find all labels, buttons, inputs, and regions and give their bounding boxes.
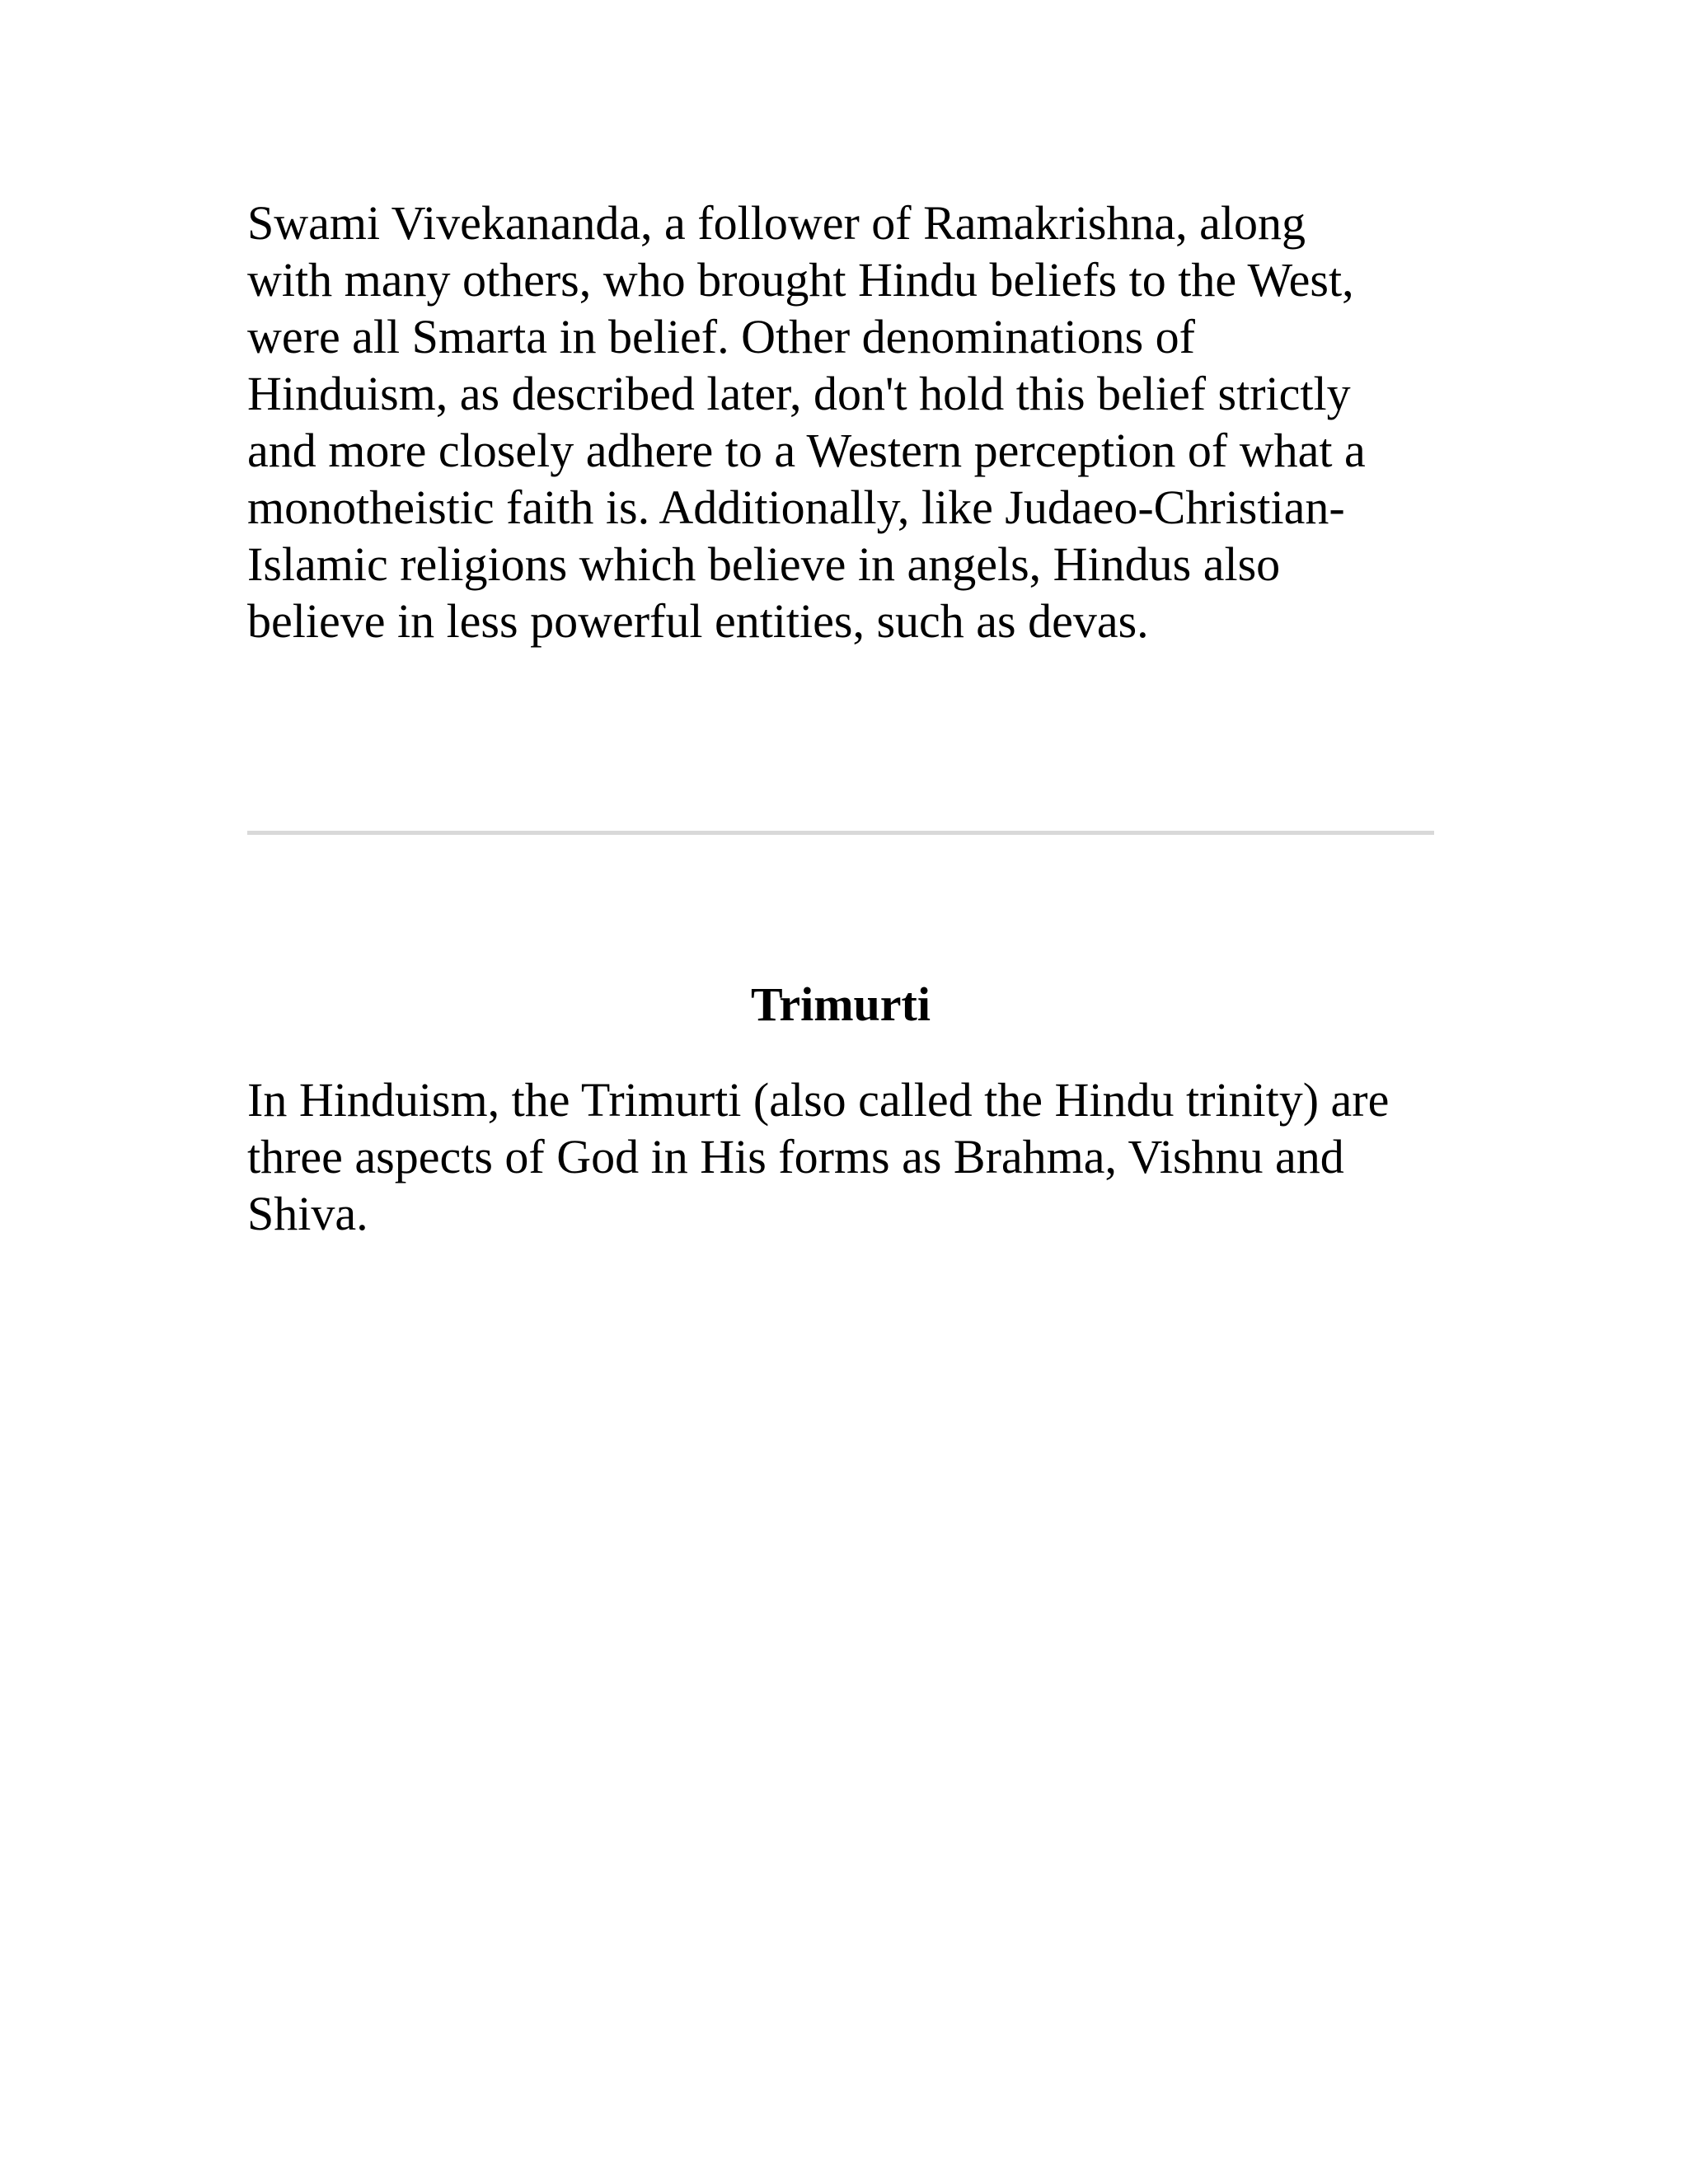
- section-divider: [247, 831, 1434, 835]
- section-heading: Trimurti: [751, 977, 931, 1031]
- body-paragraph: Swami Vivekananda, a follower of Ramakrishna, along with many others, who brought Hindu beliefs to the West, were all Smarta in belief. Other denominations of Hinduism, as described later, don't hold this belief strictly and more closely adhere to a Western perception of what a monotheistic faith is. Additionally, like Judaeo-Christian- Islamic religions which believe in angels, Hindus also believe in less powerful entities, such as devas.: [247, 196, 1366, 648]
- body-paragraph: In Hinduism, the Trimurti (also called the Hindu trinity) are three aspects of God in His forms as Brahma, Vishnu and Shiva.: [247, 1073, 1390, 1240]
